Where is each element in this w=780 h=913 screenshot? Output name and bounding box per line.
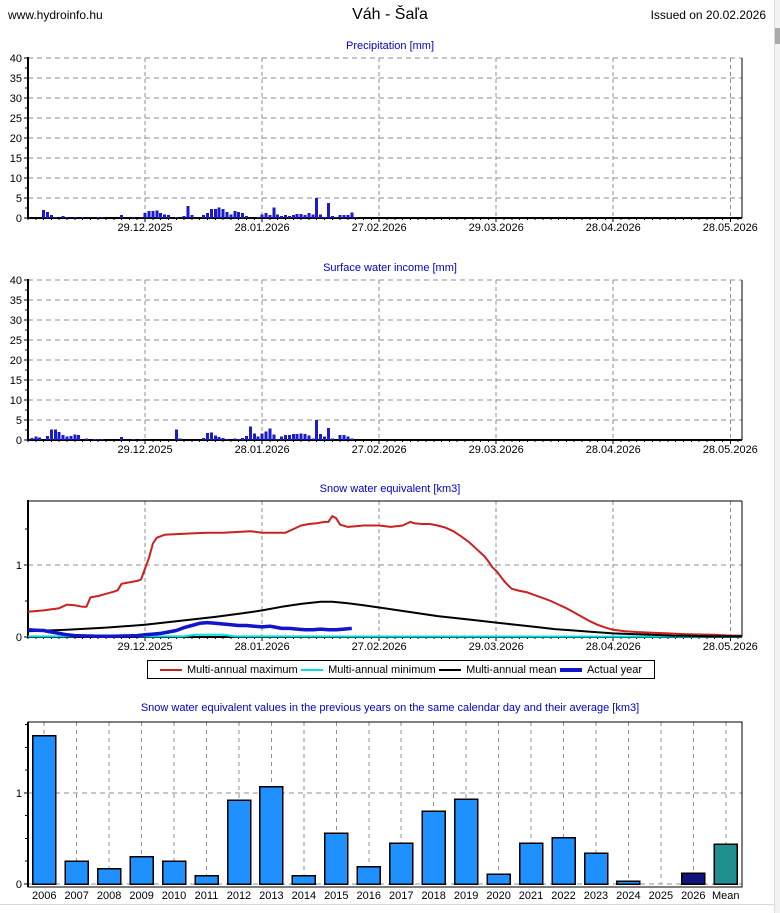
svg-text:2026: 2026 <box>681 890 706 902</box>
svg-text:1: 1 <box>15 560 22 573</box>
bars-group <box>33 736 738 884</box>
svg-text:2016: 2016 <box>356 890 382 902</box>
svg-text:25: 25 <box>9 113 22 125</box>
y-axis-labels <box>16 788 22 891</box>
page-bottom-divider <box>0 904 780 905</box>
precipitation-chart-title: Precipitation [mm] <box>345 40 435 52</box>
svg-text:2013: 2013 <box>259 890 284 902</box>
svg-text:2012: 2012 <box>226 890 252 902</box>
svg-text:10: 10 <box>9 395 22 407</box>
gridlines <box>28 501 742 637</box>
legend-item-multi-annual-maximum <box>160 664 298 676</box>
series-multi-annual-maximum <box>28 516 742 636</box>
x-axis-labels <box>118 641 758 653</box>
snow-chart-legend <box>147 660 655 679</box>
y-axis-labels <box>16 560 22 644</box>
svg-text:0: 0 <box>15 632 22 644</box>
svg-text:0: 0 <box>15 213 22 225</box>
svg-text:35: 35 <box>9 295 22 307</box>
svg-text:2017: 2017 <box>388 890 414 902</box>
svg-text:2023: 2023 <box>583 890 609 902</box>
svg-text:20: 20 <box>9 355 22 367</box>
legend-label-maximum: Multi-annual maximum <box>187 663 298 676</box>
svg-text:2018: 2018 <box>421 890 446 902</box>
svg-text:2011: 2011 <box>194 890 219 902</box>
x-axis-labels <box>118 222 758 234</box>
svg-text:28.05.2026: 28.05.2026 <box>702 222 758 234</box>
y-axis-labels <box>10 53 22 225</box>
svg-text:20: 20 <box>9 133 22 145</box>
svg-text:0: 0 <box>15 879 22 891</box>
issued-date: Issued on 20.02.2026 <box>650 8 766 22</box>
svg-text:10: 10 <box>9 173 22 185</box>
snow-water-equivalent-chart <box>0 495 780 659</box>
svg-text:2022: 2022 <box>551 890 576 902</box>
svg-text:0: 0 <box>15 435 22 447</box>
gridlines <box>28 58 742 218</box>
svg-text:15: 15 <box>9 375 22 387</box>
snow-water-equivalent-chart-title: Snow water equivalent [km3] <box>319 483 461 495</box>
legend-item-multi-annual-minimum <box>301 664 436 676</box>
svg-text:29.12.2025: 29.12.2025 <box>117 641 173 653</box>
svg-text:29.03.2026: 29.03.2026 <box>468 222 524 234</box>
svg-text:28.05.2026: 28.05.2026 <box>702 641 758 653</box>
surface-water-income-chart <box>0 274 780 474</box>
svg-text:28.01.2026: 28.01.2026 <box>234 444 290 456</box>
svg-text:27.02.2026: 27.02.2026 <box>351 641 407 653</box>
axes <box>24 500 742 641</box>
svg-text:28.04.2026: 28.04.2026 <box>585 641 641 653</box>
svg-text:35: 35 <box>9 73 22 85</box>
svg-text:5: 5 <box>15 415 22 427</box>
svg-text:2024: 2024 <box>616 890 641 902</box>
svg-text:28.05.2026: 28.05.2026 <box>702 444 758 456</box>
legend-line-actual-year-icon <box>560 668 582 672</box>
svg-text:5: 5 <box>15 193 22 205</box>
svg-text:2007: 2007 <box>64 890 89 902</box>
svg-text:2025: 2025 <box>648 890 674 902</box>
legend-line-mean-icon <box>439 669 461 671</box>
svg-text:2010: 2010 <box>161 890 187 902</box>
axes <box>24 57 742 222</box>
svg-text:2014: 2014 <box>291 890 317 902</box>
axes <box>24 279 742 444</box>
svg-text:28.01.2026: 28.01.2026 <box>234 641 290 653</box>
svg-text:28.04.2026: 28.04.2026 <box>585 444 641 456</box>
svg-text:2019: 2019 <box>453 890 479 902</box>
scrollbar-track[interactable] <box>774 0 780 913</box>
legend-label-minimum: Multi-annual minimum <box>328 663 436 676</box>
x-axis-labels <box>32 890 740 902</box>
precipitation-chart <box>0 52 780 252</box>
svg-text:Mean: Mean <box>712 890 740 902</box>
svg-text:29.12.2025: 29.12.2025 <box>117 222 173 234</box>
legend-item-multi-annual-mean <box>439 664 557 676</box>
gridlines <box>28 280 742 440</box>
svg-text:29.03.2026: 29.03.2026 <box>468 641 524 653</box>
svg-text:29.03.2026: 29.03.2026 <box>468 444 524 456</box>
x-axis-labels <box>118 444 758 456</box>
svg-text:28.01.2026: 28.01.2026 <box>234 222 290 234</box>
legend-label-actual-year: Actual year <box>586 663 642 676</box>
previous-years-chart-title: Snow water equivalent values in the previous years on the same calendar day and their average [km3] <box>140 702 640 714</box>
svg-text:1: 1 <box>15 787 22 800</box>
svg-text:30: 30 <box>9 93 22 105</box>
legend-line-maximum-icon <box>160 669 182 671</box>
svg-text:25: 25 <box>9 335 22 347</box>
svg-text:15: 15 <box>9 153 22 165</box>
legend-item-actual-year <box>560 664 642 676</box>
legend-line-minimum-icon <box>301 669 323 671</box>
bars-group <box>42 198 357 218</box>
page-title: Váh - Šaľa <box>352 6 428 23</box>
svg-text:40: 40 <box>9 53 22 65</box>
svg-text:30: 30 <box>9 315 22 327</box>
bars-group <box>30 420 353 440</box>
svg-text:29.12.2025: 29.12.2025 <box>117 444 173 456</box>
legend-label-mean: Multi-annual mean <box>466 663 557 676</box>
svg-text:2008: 2008 <box>96 890 122 902</box>
svg-text:2021: 2021 <box>518 890 544 902</box>
svg-text:2020: 2020 <box>486 890 511 902</box>
svg-text:40: 40 <box>9 275 22 287</box>
previous-years-chart <box>0 714 780 913</box>
svg-text:2006: 2006 <box>31 890 57 902</box>
svg-text:2015: 2015 <box>324 890 349 902</box>
site-link[interactable]: www.hydroinfo.hu <box>8 8 103 22</box>
y-axis-labels <box>10 275 22 447</box>
scrollbar-thumb[interactable] <box>775 28 780 44</box>
surface-water-income-chart-title: Surface water income [mm] <box>323 262 457 274</box>
svg-text:28.04.2026: 28.04.2026 <box>585 222 641 234</box>
svg-text:27.02.2026: 27.02.2026 <box>351 222 407 234</box>
svg-text:2009: 2009 <box>129 890 154 902</box>
svg-text:27.02.2026: 27.02.2026 <box>351 444 407 456</box>
